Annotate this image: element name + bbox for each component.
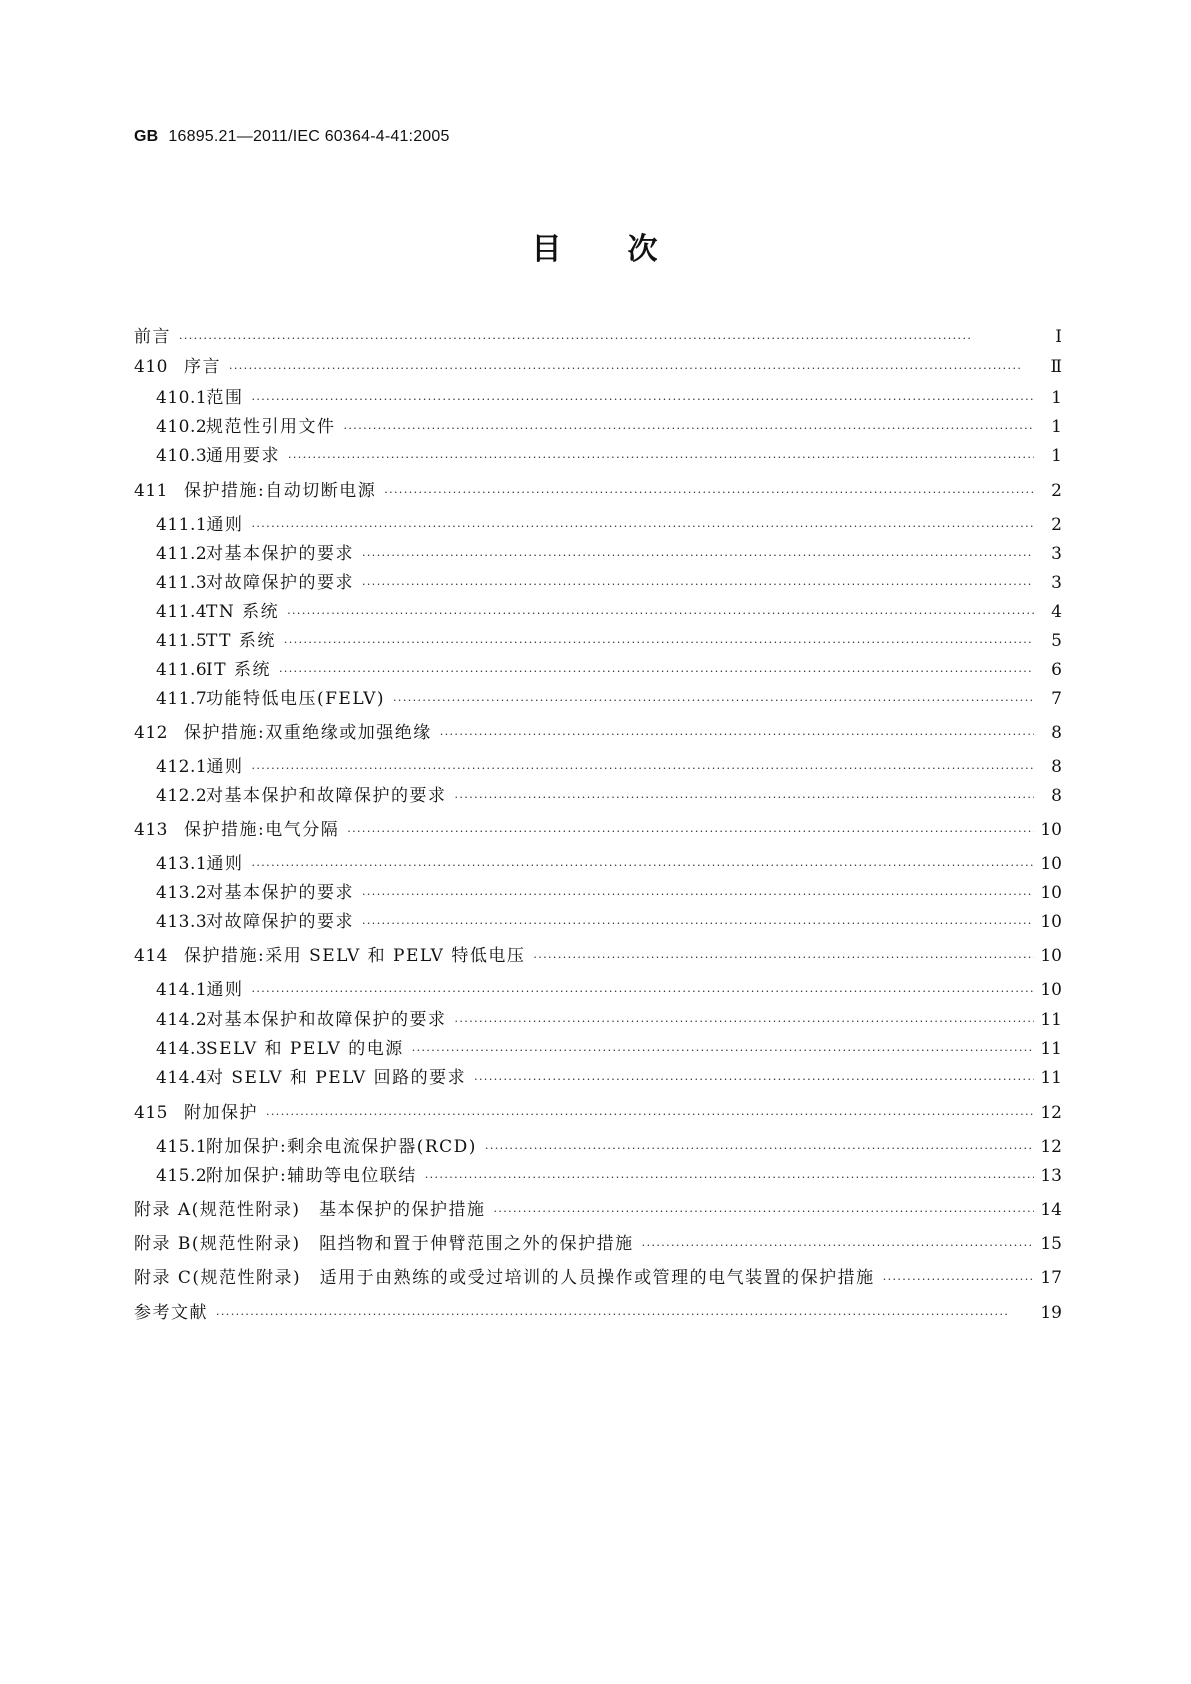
- toc-entry-page: 15: [1040, 1234, 1062, 1254]
- toc-entry-page: 11: [1040, 1039, 1062, 1059]
- toc-entry[interactable]: [156, 659, 1062, 683]
- dot-leader: [474, 1069, 1034, 1091]
- toc-entry[interactable]: [134, 1233, 1062, 1257]
- toc-entry-page: 1: [1051, 446, 1062, 466]
- toc-entry[interactable]: [156, 882, 1062, 906]
- dot-leader: [485, 1138, 1034, 1160]
- toc-entry-number: 411.1: [156, 515, 208, 535]
- toc-entry-page: 1: [1051, 388, 1062, 408]
- toc-entry[interactable]: [134, 1199, 1062, 1223]
- dot-leader: [251, 389, 1034, 411]
- toc-entry-number: 411.3: [156, 573, 208, 593]
- toc-entry-page: 13: [1040, 1166, 1062, 1186]
- toc-entry[interactable]: [156, 688, 1062, 712]
- dot-leader: [642, 1235, 1034, 1257]
- toc-entry-number: 415: [134, 1103, 168, 1123]
- dot-leader: [251, 516, 1034, 538]
- toc-entry-page: 10: [1040, 946, 1062, 966]
- toc-entry-title: 附录 A(规范性附录) 基本保护的保护措施: [134, 1200, 486, 1220]
- toc-entry-page: 11: [1040, 1068, 1062, 1088]
- toc-entry[interactable]: [134, 326, 1062, 350]
- toc-entry-title: 对 SELV 和 PELV 回路的要求: [206, 1068, 467, 1088]
- toc-entry[interactable]: [134, 1302, 1062, 1326]
- dot-leader: [362, 574, 1034, 596]
- toc-entry-number: 411.4: [156, 602, 208, 622]
- dot-leader: [284, 632, 1034, 654]
- toc-entry-title: 保护措施:电气分隔: [184, 820, 340, 840]
- toc-entry-page: 10: [1040, 820, 1062, 840]
- toc-entry-title: 通则: [206, 854, 244, 874]
- toc-entry[interactable]: [156, 572, 1062, 596]
- toc-entry-title: 通则: [206, 515, 244, 535]
- toc-entry-title: 对基本保护的要求: [206, 883, 354, 903]
- toc-entry-title: TN 系统: [206, 602, 280, 622]
- toc-entry-number: 410: [134, 357, 168, 377]
- toc-entry[interactable]: [156, 979, 1062, 1003]
- toc-entry[interactable]: [156, 756, 1062, 780]
- toc-entry[interactable]: [156, 1038, 1062, 1062]
- toc-entry-page: Ⅱ: [1050, 357, 1062, 377]
- toc-entry-number: 411: [134, 481, 168, 501]
- toc-entry-page: Ⅰ: [1055, 327, 1062, 347]
- dot-leader: [229, 358, 1034, 380]
- toc-entry-title: 范围: [206, 388, 244, 408]
- toc-entry[interactable]: [134, 480, 1062, 504]
- toc-entry[interactable]: [134, 819, 1062, 843]
- toc-entry-title: 保护措施:采用 SELV 和 PELV 特低电压: [184, 946, 526, 966]
- toc-entry-number: 410.2: [156, 417, 208, 437]
- toc-entry-page: 3: [1051, 573, 1062, 593]
- toc-entry[interactable]: [156, 911, 1062, 935]
- dot-leader: [288, 447, 1034, 469]
- toc-entry-title: 附录 B(规范性附录) 阻挡物和置于伸臂范围之外的保护措施: [134, 1234, 634, 1254]
- dot-leader: [425, 1167, 1034, 1189]
- toc-entry[interactable]: [156, 543, 1062, 567]
- toc-entry-page: 12: [1040, 1137, 1062, 1157]
- toc-entry[interactable]: [156, 445, 1062, 469]
- toc-entry[interactable]: [156, 416, 1062, 440]
- toc-entry[interactable]: [134, 945, 1062, 969]
- toc-entry-number: 411.5: [156, 631, 208, 651]
- toc-entry[interactable]: [156, 1009, 1062, 1033]
- toc-entry-title: SELV 和 PELV 的电源: [206, 1039, 404, 1059]
- toc-entry-title: TT 系统: [206, 631, 276, 651]
- dot-leader: [216, 1304, 1034, 1326]
- toc-entry-page: 7: [1051, 689, 1062, 709]
- toc-entry-number: 413.3: [156, 912, 208, 932]
- dot-leader: [412, 1040, 1034, 1062]
- toc-entry[interactable]: [156, 601, 1062, 625]
- dot-leader: [251, 758, 1034, 780]
- dot-leader: [362, 545, 1034, 567]
- toc-entry[interactable]: [156, 1136, 1062, 1160]
- page-title-char-2: 次: [627, 232, 660, 267]
- toc-entry-page: 19: [1040, 1303, 1062, 1323]
- toc-entry-number: 415.1: [156, 1137, 208, 1157]
- toc-entry-page: 1: [1051, 417, 1062, 437]
- toc-entry-number: 413: [134, 820, 168, 840]
- standard-prefix: GB: [134, 128, 159, 145]
- toc-entry-page: 5: [1051, 631, 1062, 651]
- toc-entry[interactable]: [134, 356, 1062, 380]
- toc-entry-number: 413.2: [156, 883, 208, 903]
- toc-entry-number: 412.2: [156, 786, 208, 806]
- toc-entry-number: 410.3: [156, 446, 208, 466]
- toc-entry[interactable]: [156, 1165, 1062, 1189]
- dot-leader: [251, 981, 1034, 1003]
- toc-entry[interactable]: [156, 785, 1062, 809]
- toc-entry[interactable]: [134, 722, 1062, 746]
- toc-entry-title: 保护措施:双重绝缘或加强绝缘: [184, 723, 432, 743]
- toc-entry-page: 10: [1040, 883, 1062, 903]
- dot-leader: [344, 418, 1035, 440]
- toc-entry-page: 10: [1040, 980, 1062, 1000]
- toc-entry-title: 参考文献: [134, 1303, 208, 1323]
- toc-entry-title: 通则: [206, 757, 244, 777]
- toc-entry-title: IT 系统: [206, 660, 271, 680]
- toc-entry-number: 414.1: [156, 980, 208, 1000]
- toc-entry-page: 10: [1040, 912, 1062, 932]
- toc-entry-number: 411.7: [156, 689, 208, 709]
- page-title: [0, 224, 1191, 268]
- standard-number: 16895.21—2011/IEC 60364-4-41:2005: [168, 128, 450, 145]
- toc-entry[interactable]: [134, 1267, 1062, 1291]
- dot-leader: [455, 1011, 1035, 1033]
- dot-leader: [266, 1104, 1034, 1126]
- dot-leader: [287, 603, 1034, 625]
- toc-entry-title: 前言: [134, 327, 171, 347]
- toc-entry-page: 6: [1051, 660, 1062, 680]
- toc-entry-page: 2: [1051, 481, 1062, 501]
- toc-entry-page: 8: [1051, 723, 1062, 743]
- toc-entry-page: 2: [1051, 515, 1062, 535]
- toc-entry-page: 8: [1051, 757, 1062, 777]
- toc-entry-title: 附加保护: [184, 1103, 258, 1123]
- dot-leader: [455, 787, 1035, 809]
- page-title-char-1: 目: [531, 232, 564, 267]
- toc-entry[interactable]: [156, 1067, 1062, 1091]
- toc-entry-title: 附录 C(规范性附录) 适用于由熟练的或受过培训的人员操作或管理的电气装置的保护措施: [134, 1268, 875, 1288]
- dot-leader: [883, 1269, 1034, 1291]
- toc-entry[interactable]: [156, 514, 1062, 538]
- toc-entry-title: 对故障保护的要求: [206, 573, 354, 593]
- dot-leader: [251, 855, 1034, 877]
- toc-entry[interactable]: [156, 630, 1062, 654]
- toc-entry-number: 411.6: [156, 660, 208, 680]
- toc-entry-number: 410.1: [156, 388, 208, 408]
- toc-entry-title: 对故障保护的要求: [206, 912, 354, 932]
- dot-leader: [279, 661, 1034, 683]
- toc-entry-page: 12: [1040, 1103, 1062, 1123]
- toc-entry-title: 序言: [184, 357, 221, 377]
- standard-header: [134, 128, 450, 146]
- toc-entry-title: 保护措施:自动切断电源: [184, 481, 377, 501]
- toc-entry-title: 对基本保护和故障保护的要求: [206, 786, 447, 806]
- toc-entry-title: 规范性引用文件: [206, 417, 336, 437]
- toc-entry-title: 附加保护:剩余电流保护器(RCD): [206, 1137, 477, 1157]
- toc-entry-number: 413.1: [156, 854, 208, 874]
- toc-entry-number: 414.4: [156, 1068, 208, 1088]
- toc-entry-page: 3: [1051, 544, 1062, 564]
- toc-entry-page: 8: [1051, 786, 1062, 806]
- toc-entry-page: 4: [1051, 602, 1062, 622]
- toc-entry-number: 412: [134, 723, 168, 743]
- dot-leader: [362, 913, 1034, 935]
- toc-entry-title: 通则: [206, 980, 244, 1000]
- dot-leader: [384, 482, 1034, 504]
- toc-entry-number: 415.2: [156, 1166, 208, 1186]
- toc-entry-number: 414: [134, 946, 168, 966]
- toc-entry[interactable]: [156, 387, 1062, 411]
- toc-entry-number: 414.3: [156, 1039, 208, 1059]
- toc-entry-page: 14: [1040, 1200, 1062, 1220]
- toc-entry-title: 对基本保护和故障保护的要求: [206, 1010, 447, 1030]
- toc-entry-number: 411.2: [156, 544, 208, 564]
- toc-entry[interactable]: [134, 1102, 1062, 1126]
- dot-leader: [440, 724, 1034, 746]
- toc-entry-page: 17: [1040, 1268, 1062, 1288]
- toc-entry-page: 11: [1040, 1010, 1062, 1030]
- toc-entry-title: 附加保护:辅助等电位联结: [206, 1166, 417, 1186]
- toc-entry-number: 412.1: [156, 757, 208, 777]
- toc-entry-title: 通用要求: [206, 446, 280, 466]
- toc-entry[interactable]: [156, 853, 1062, 877]
- toc-entry-title: 功能特低电压(FELV): [206, 689, 386, 709]
- dot-leader: [393, 690, 1034, 712]
- toc-entry-number: 414.2: [156, 1010, 208, 1030]
- dot-leader: [179, 328, 1034, 350]
- dot-leader: [362, 884, 1034, 906]
- toc-entry-title: 对基本保护的要求: [206, 544, 354, 564]
- dot-leader: [493, 1201, 1034, 1223]
- toc-entry-page: 10: [1040, 854, 1062, 874]
- dot-leader: [347, 821, 1034, 843]
- dot-leader: [533, 947, 1034, 969]
